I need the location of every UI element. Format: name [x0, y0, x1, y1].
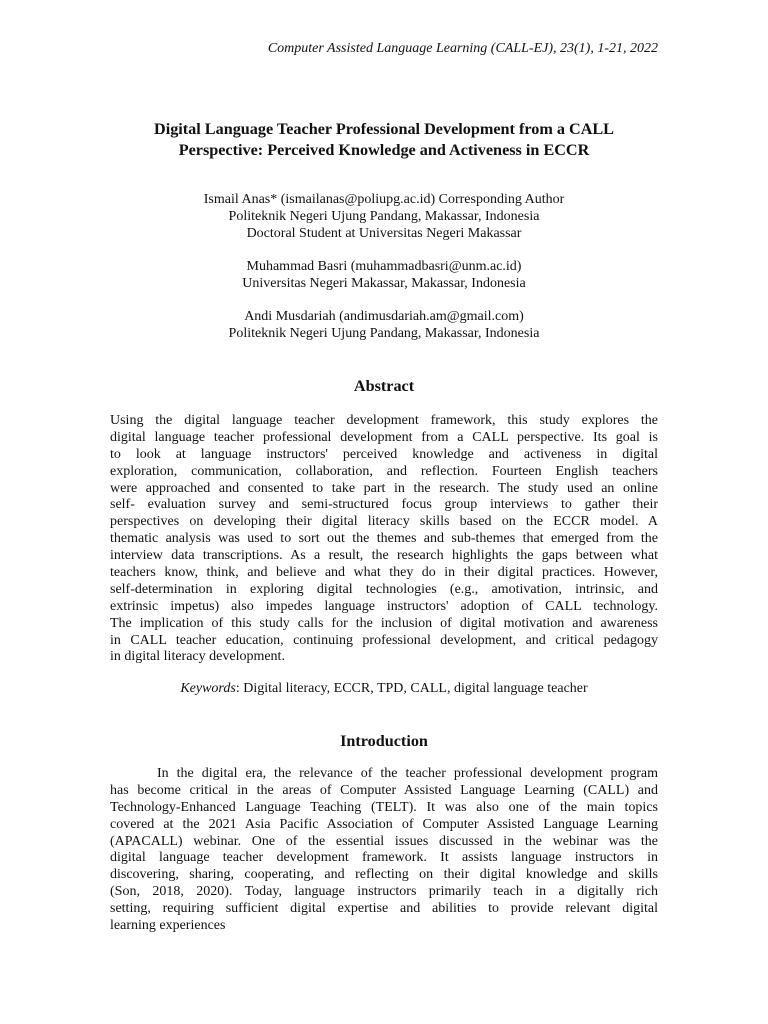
- abstract-line: teachers know, think, and believe and what they do in their digital practices. However,: [110, 565, 658, 581]
- introduction-line: learning experiences: [110, 918, 226, 934]
- abstract-line: The implication of this study calls for the inclusion of digital motivation and awareness: [110, 615, 658, 631]
- author-affiliation: Doctoral Student at Universitas Negeri Makassar: [246, 226, 522, 241]
- abstract-line: self-determination in exploring digital technologies (e.g., amotivation, intrinsic, and: [110, 581, 658, 597]
- title-line: Digital Language Teacher Professional Development from a CALL: [154, 120, 614, 138]
- introduction-line: discovering, sharing, cooperating, and reflecting on their digital knowledge and skills: [110, 867, 658, 883]
- keywords-list: : Digital literacy, ECCR, TPD, CALL, digital language teacher: [235, 681, 588, 696]
- introduction-line: (Son, 2018, 2020). Today, language instructors primarily teach in a digitally rich: [110, 884, 658, 900]
- keywords: [110, 681, 658, 697]
- introduction-line: (APACALL) webinar. One of the essential issues discussed in the webinar was the: [110, 833, 658, 849]
- abstract-line: were approached and consented to take part in the research. The study used an online: [110, 480, 658, 496]
- introduction-line: has become critical in the areas of Computer Assisted Language Learning (CALL) and: [110, 782, 658, 798]
- abstract-heading: Abstract: [353, 377, 415, 395]
- abstract-body: [110, 413, 658, 666]
- introduction-line: covered at the 2021 Asia Pacific Association of Computer Assisted Language Learning: [110, 816, 658, 832]
- abstract-line: in digital literacy development.: [110, 649, 285, 665]
- author-name: Andi Musdariah (andimusdariah.am@gmail.com): [244, 309, 524, 324]
- introduction-line: In the digital era, the relevance of the teacher professional development program: [157, 766, 658, 781]
- author-block: [110, 191, 658, 358]
- abstract-line: extrinsic impetus) also impedes language instructors' adoption of CALL technology.: [110, 598, 658, 614]
- abstract-line: exploration, communication, collaboration, and reflection. Fourteen English teachers: [110, 463, 658, 479]
- abstract-line: self- evaluation survey and semi-structured focus group interviews to gather their: [110, 497, 658, 513]
- paper-title: [110, 119, 658, 161]
- author-entry: [110, 258, 658, 292]
- introduction-line: Technology-Enhanced Language Teaching (TELT). It was also one of the main topics: [110, 799, 658, 815]
- author-entry: [110, 308, 658, 342]
- introduction-line: digital language teacher development framework. It assists language instructors in: [110, 850, 658, 866]
- introduction-line: setting, requiring sufficient digital expertise and abilities to provide relevant digital: [110, 901, 658, 917]
- abstract-line: interview data transcriptions. As a result, the research highlights the gaps between what: [110, 548, 658, 564]
- author-name: Muhammad Basri (muhammadbasri@unm.ac.id): [246, 259, 522, 274]
- author-affiliation: Politeknik Negeri Ujung Pandang, Makassar, Indonesia: [228, 326, 540, 341]
- abstract-line: to look at language instructors' perceived knowledge and activeness in digital: [110, 446, 658, 462]
- title-line: Perspective: Perceived Knowledge and Activeness in ECCR: [178, 141, 590, 159]
- keywords-label: Keywords: [180, 681, 236, 696]
- abstract-line: in CALL teacher education, continuing professional development, and critical pedagogy: [110, 632, 658, 648]
- abstract-line: Using the digital language teacher development framework, this study explores the: [110, 413, 658, 428]
- author-affiliation: Politeknik Negeri Ujung Pandang, Makassar, Indonesia: [228, 209, 540, 224]
- abstract-line: perspectives on developing their digital literacy skills based on the ECCR model. A: [110, 514, 658, 530]
- abstract-line: thematic analysis was used to sort out the themes and sub-themes that emerged from the: [110, 531, 658, 547]
- introduction-body: [110, 766, 658, 935]
- abstract-line: digital language teacher professional development from a CALL perspective. Its goal is: [110, 429, 658, 445]
- author-name: Ismail Anas* (ismailanas@poliupg.ac.id) Corresponding Author: [203, 192, 565, 207]
- author-affiliation: Universitas Negeri Makassar, Makassar, Indonesia: [242, 276, 526, 291]
- author-entry: [110, 191, 658, 242]
- running-header: Computer Assisted Language Learning (CALL-EJ), 23(1), 1-21, 2022: [267, 41, 658, 56]
- introduction-heading: Introduction: [340, 732, 428, 750]
